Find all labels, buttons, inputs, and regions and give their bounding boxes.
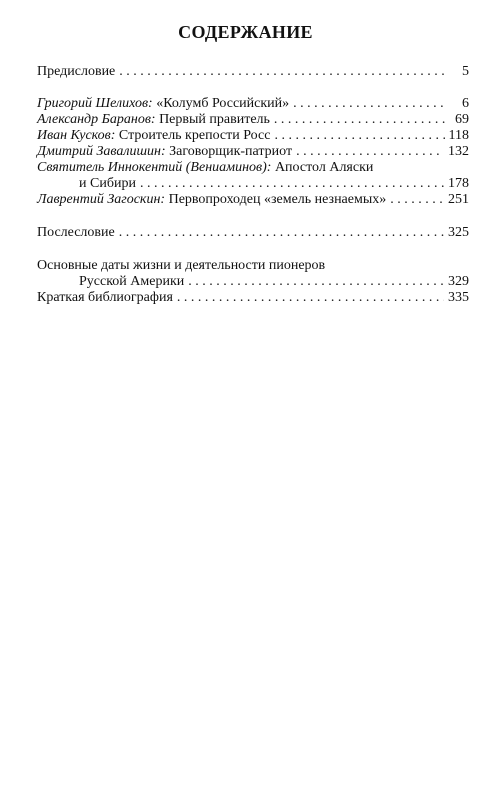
- toc-entry-page: 325: [448, 225, 469, 240]
- toc-entry-author: Святитель Иннокентий (Вениаминов):: [37, 160, 272, 175]
- dot-leader: [177, 290, 444, 306]
- toc-entry-author: Дмитрий Завалишин:: [37, 144, 166, 159]
- toc-entry-zagoskin[interactable]: [37, 192, 469, 208]
- toc-entry-page: 5: [462, 64, 469, 79]
- contents-heading: СОДЕРЖАНИЕ: [178, 22, 313, 42]
- toc-entry-page: 132: [448, 144, 469, 159]
- toc-entry-page: 178: [448, 176, 469, 191]
- dot-leader: [119, 225, 444, 241]
- toc-entry-page: 251: [448, 192, 469, 207]
- toc-entry-title: Первый правитель: [159, 112, 270, 127]
- toc-entry-title-cont: и Сибири: [79, 176, 136, 191]
- toc-entry-shelikhov[interactable]: [37, 96, 469, 112]
- toc-entry-title: Основные даты жизни и деятельности пионеров: [37, 258, 326, 273]
- dot-leader: [296, 144, 444, 160]
- toc-entry-zavalishin[interactable]: [37, 144, 469, 160]
- dot-leader: [390, 192, 444, 208]
- toc-entry-author: Григорий Шелихов:: [37, 96, 153, 111]
- table-of-contents: [37, 64, 469, 306]
- toc-entry-title: Апостол Аляски: [274, 160, 374, 175]
- toc-entry-page: 335: [448, 290, 469, 305]
- toc-entry-bibliography[interactable]: [37, 290, 469, 306]
- toc-entry-page: 69: [455, 112, 469, 127]
- toc-entry-page: 6: [462, 96, 469, 111]
- toc-entry-title: Строитель крепости Росс: [118, 128, 271, 143]
- toc-entry-afterword[interactable]: [37, 225, 469, 241]
- toc-entry-title: Первопроходец «земель незнаемых»: [168, 192, 387, 207]
- dot-leader: [119, 64, 445, 80]
- toc-entry-title: Послесловие: [37, 225, 115, 240]
- toc-entry-page: 329: [448, 274, 469, 289]
- toc-entry-kuskov[interactable]: [37, 128, 469, 144]
- toc-entry-title: Заговорщик-патриот: [169, 144, 293, 159]
- toc-entry-author: Иван Кусков:: [37, 128, 116, 143]
- toc-entry-baranov[interactable]: [37, 112, 469, 128]
- toc-entry-dates-line1[interactable]: [37, 258, 469, 274]
- dot-leader: [140, 176, 444, 192]
- toc-entry-author: Лаврентий Загоскин:: [37, 192, 166, 207]
- toc-entry-title-cont: Русской Америки: [79, 274, 185, 289]
- toc-entry-page: 118: [448, 128, 469, 143]
- toc-entry-innokenty-line1[interactable]: [37, 160, 469, 176]
- toc-entry-preface[interactable]: [37, 64, 469, 80]
- dot-leader: [188, 274, 444, 290]
- dot-leader: [274, 112, 445, 128]
- toc-entry-title: Предисловие: [37, 64, 116, 79]
- toc-entry-innokenty-line2[interactable]: [37, 176, 469, 192]
- toc-entry-author: Александр Баранов:: [37, 112, 156, 127]
- dot-leader: [293, 96, 445, 112]
- toc-entry-dates-line2[interactable]: [37, 274, 469, 290]
- toc-entry-title: «Колумб Российский»: [156, 96, 290, 111]
- toc-entry-title: Краткая библиография: [37, 290, 173, 305]
- dot-leader: [274, 128, 444, 144]
